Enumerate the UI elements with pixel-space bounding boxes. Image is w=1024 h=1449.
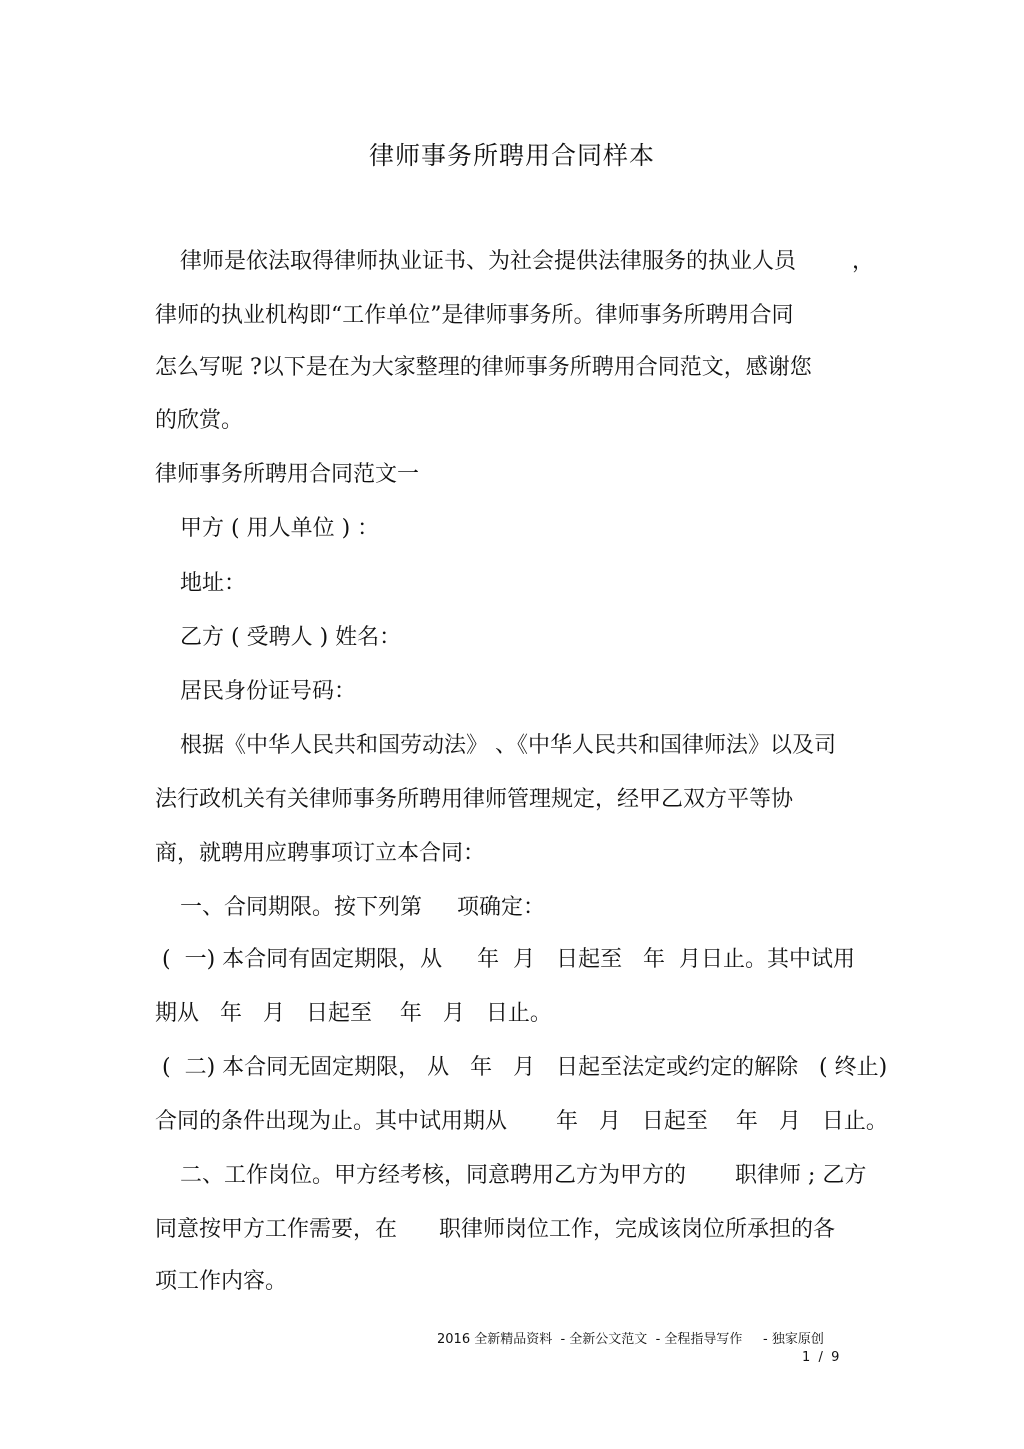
section-heading: 律师事务所聘用合同范文一	[155, 462, 420, 487]
paragraph-line: 律师的执业机构即“工作单位”是律师事务所。律师事务所聘用合同	[155, 303, 794, 328]
paragraph-line: 根据《中华人民共和国劳动法》 、《中华人民共和国律师法》以及司	[180, 733, 836, 758]
paragraph-line: 的欣赏。	[155, 408, 244, 433]
clause-line: 期从 年 月 日起至 年 月 日止。	[155, 1001, 552, 1026]
paragraph-line: 法行政机关有关律师事务所聘用律师管理规定，经甲乙双方平等协	[155, 787, 794, 812]
party-a-field: 甲方 ( 用人单位 ) ：	[180, 516, 380, 541]
paragraph-line: 律师是依法取得律师执业证书、为社会提供法律服务的执业人员 ，	[180, 249, 874, 274]
paragraph-line: 怎么写呢 ?以下是在为大家整理的律师事务所聘用合同范文，感谢您	[155, 355, 812, 380]
clause-line: ( 二) 本合同无固定期限， 从 年 月 日起至法定或约定的解除 ( 终止)	[155, 1055, 888, 1080]
clause-line: 合同的条件出现为止。其中试用期从 年 月 日起至 年 月 日止。	[155, 1109, 888, 1134]
clause-line: 同意按甲方工作需要，在 职律师岗位工作，完成该岗位所承担的各	[155, 1217, 835, 1242]
clause-heading: 二、工作岗位。甲方经考核，同意聘用乙方为甲方的 职律师 ; 乙方	[180, 1163, 867, 1188]
address-field: 地址：	[180, 571, 247, 596]
id-number-field: 居民身份证号码：	[180, 679, 357, 704]
footer-text: 2016 全新精品资料 - 全新公文范文 - 全程指导写作 - 独家原创	[437, 1332, 824, 1347]
clause-heading: 一、合同期限。按下列第 项确定：	[180, 895, 545, 920]
clause-line: 项工作内容。	[155, 1269, 288, 1294]
party-b-field: 乙方 ( 受聘人 ) 姓名：	[180, 625, 402, 650]
document-title: 律师事务所聘用合同样本	[368, 141, 655, 170]
page-number: 1 / 9	[802, 1350, 840, 1365]
paragraph-line: 商，就聘用应聘事项订立本合同：	[155, 841, 486, 866]
clause-line: ( 一) 本合同有固定期限，从 年 月 日起至 年 月日止。其中试用	[155, 947, 856, 972]
